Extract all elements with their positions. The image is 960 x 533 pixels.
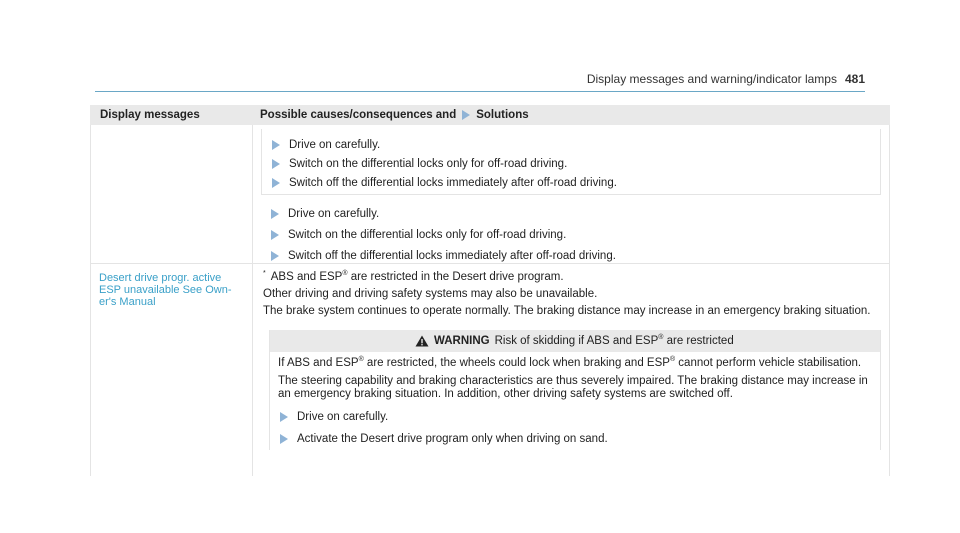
display-message-line: Desert drive progr. active	[99, 272, 222, 284]
row2-causes-cell	[253, 264, 889, 476]
row1-solutions-cell	[253, 125, 889, 263]
triangle-arrow-icon	[271, 230, 279, 240]
triangle-arrow-icon	[272, 178, 280, 188]
list-item: Drive on carefully.	[271, 203, 889, 224]
triangle-arrow-icon	[272, 140, 280, 150]
table-header	[90, 105, 890, 125]
triangle-arrow-icon	[280, 434, 288, 444]
warning-title: Risk of skidding if ABS and ESP® are restricted	[494, 333, 734, 347]
triangle-arrow-icon	[271, 209, 279, 219]
cause-line-1: * ABS and ESP® are restricted in the Desert drive program.	[263, 270, 564, 283]
triangle-arrow-icon	[280, 412, 288, 422]
col-causes-label: Possible causes/consequences and	[260, 109, 457, 121]
warning-text-1: If ABS and ESP® are restricted, the wheels could lock when braking and ESP® cannot perform vehicle stabilisation.	[278, 356, 862, 369]
col-display-messages: Display messages	[100, 109, 200, 121]
list-item: Drive on carefully.	[278, 406, 880, 428]
list-item: Drive on carefully.	[272, 135, 880, 154]
cause-line-2: Other driving and driving safety systems may also be unavailable.	[263, 288, 598, 300]
display-message-line: er's Manual	[99, 296, 156, 308]
cause-line-3: The brake system continues to operate normally. The braking distance may increase in an emergency braking situation.	[263, 305, 871, 317]
header-title: Display messages and warning/indicator lamps	[586, 72, 837, 86]
list-item: Activate the Desert drive program only when driving on sand.	[278, 428, 880, 450]
triangle-arrow-icon	[271, 251, 279, 261]
warning-label: WARNING	[434, 334, 490, 347]
page-number: 481	[844, 72, 865, 86]
warning-header	[270, 330, 880, 352]
display-message-line: ESP unavailable See Own-	[99, 284, 232, 296]
col-causes-solutions	[252, 105, 890, 125]
list-item: Switch on the differential locks only for off-road driving.	[271, 224, 889, 245]
triangle-arrow-icon	[272, 159, 280, 169]
page-header	[587, 72, 865, 86]
warning-body	[270, 352, 880, 450]
table-row	[90, 125, 890, 264]
row1-outer-bullets	[253, 195, 889, 266]
row1-inner-box	[261, 129, 881, 195]
warning-triangle-icon	[415, 335, 429, 347]
warning-text-2: The steering capability and braking characteristics are thus severely impaired. The braking distance may increase in an emergency braking situation. In addition, other driving safety systems are switched off.	[278, 375, 868, 400]
table-row	[90, 264, 890, 476]
messages-table	[90, 105, 890, 476]
row1-message-cell	[91, 125, 253, 263]
header-rule	[95, 91, 865, 92]
warning-box	[269, 330, 881, 450]
col-solutions-label: Solutions	[476, 109, 529, 121]
list-item: Switch off the differential locks immediately after off-road driving.	[271, 245, 889, 266]
list-item: Switch off the differential locks immediately after off-road driving.	[272, 173, 880, 192]
triangle-arrow-icon	[462, 110, 470, 120]
row2-message-cell	[91, 264, 253, 476]
list-item: Switch on the differential locks only for off-road driving.	[272, 154, 880, 173]
